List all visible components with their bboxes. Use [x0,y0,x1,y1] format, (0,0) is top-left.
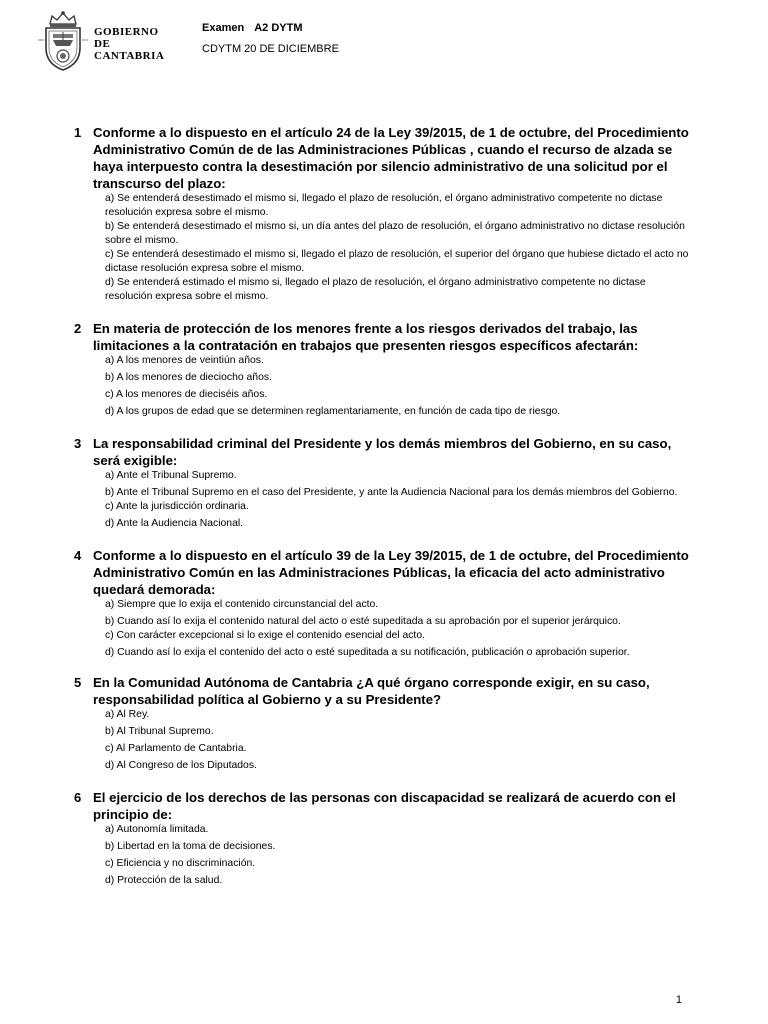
question-text: La responsabilidad criminal del Presidente y los demás miembros del Gobierno, en su caso, será exigible: [93,436,672,468]
question [74,435,694,531]
question-list [74,124,694,888]
options-list [105,708,694,773]
coat-of-arms-icon [38,10,88,72]
options-list [105,354,694,419]
organization-name [94,26,164,62]
exam-title [202,22,312,34]
question-number: 4 [74,548,82,563]
answer-option: a) A los menores de veintiún años. [105,355,264,366]
exam-code: A2 DYTM [254,22,303,34]
options-list [105,469,694,531]
question [74,547,694,660]
exam-label: Examen [202,22,245,34]
answer-option: a) Al Rey. [105,709,150,720]
org-line: DE [94,38,111,50]
question-text: Conforme a lo dispuesto en el artículo 24 de la Ley 39/2015, de 1 de octubre, del Procedimiento Administrativo Común de de las Administraciones Públicas , cuando el recurso de alzada se haya interpuesto contra la desestimación por silencio administrativo de una solicitud por el transcurso del plazo: [93,125,689,191]
question-number: 1 [74,125,82,140]
answer-option: a) Se entenderá desestimado el mismo si, llegado el plazo de resolución, el órgano administrativo competente no dictase resolución expresa sobre el mismo. [105,193,663,218]
answer-option: b) Ante el Tribunal Supremo en el caso del Presidente, y ante la Audiencia Nacional para los demás miembros del Gobierno. [105,487,678,498]
answer-option: b) Cuando así lo exija el contenido natural del acto o esté supeditada a su aprobación por el superior jerárquico. [105,616,621,627]
answer-option: c) A los menores de dieciséis años. [105,389,268,400]
options-list [105,598,694,660]
question-text: El ejercicio de los derechos de las personas con discapacidad se realizará de acuerdo con el principio de: [93,790,676,822]
answer-option: d) Ante la Audiencia Nacional. [105,518,244,529]
answer-option: d) Al Congreso de los Diputados. [105,760,257,771]
question-text: En la Comunidad Autónoma de Cantabria ¿A qué órgano corresponde exigir, en su caso, responsabilidad política al Gobierno y a su Presidente? [93,675,650,707]
answer-option: c) Ante la jurisdicción ordinaria. [105,501,249,512]
answer-option: c) Eficiencia y no discriminación. [105,858,256,869]
answer-option: d) Se entenderá estimado el mismo si, llegado el plazo de resolución, el órgano administrativo competente no dictase resolución expresa sobre el mismo. [105,277,646,302]
options-list [105,823,694,888]
question [74,789,694,888]
question-text: Conforme a lo dispuesto en el artículo 39 de la Ley 39/2015, de 1 de octubre, del Procedimiento Administrativo Común en las Administraciones Públicas, la eficacia del acto administrativo quedará demorada: [93,548,689,597]
answer-option: d) A los grupos de edad que se determinen reglamentariamente, en función de cada tipo de riesgo. [105,406,561,417]
answer-option: b) Al Tribunal Supremo. [105,726,214,737]
question-text: En materia de protección de los menores frente a los riesgos derivados del trabajo, las limitaciones a la contratación en trabajos que presenten riesgos específicos afectarán: [93,321,639,353]
question-number: 3 [74,436,82,451]
question-number: 2 [74,321,82,336]
answer-option: a) Siempre que lo exija el contenido circunstancial del acto. [105,599,379,610]
answer-option: b) Libertad en la toma de decisiones. [105,841,276,852]
org-line: GOBIERNO [94,26,159,38]
answer-option: d) Protección de la salud. [105,875,223,886]
options-list [105,192,694,304]
question [74,674,694,773]
org-line: CANTABRIA [94,50,165,62]
answer-option: c) Con carácter excepcional si lo exige el contenido esencial del acto. [105,630,425,641]
answer-option: b) A los menores de dieciocho años. [105,372,272,383]
answer-option: b) Se entenderá desestimado el mismo si, un día antes del plazo de resolución, el órgano administrativo no dictase resolución sobre el mismo. [105,221,685,246]
page-number: 1 [675,994,682,1006]
question [74,320,694,419]
question-number: 6 [74,790,82,805]
answer-option: d) Cuando así lo exija el contenido del acto o esté supeditada a su notificación, publicación o aprobación superior. [105,647,630,658]
answer-option: c) Se entenderá desestimado el mismo si, llegado el plazo de resolución, el superior del órgano que hubiese dictado el acto no dictase resolución expresa sobre el mismo. [105,249,689,274]
page-header [0,0,768,90]
exam-subtitle: CDYTM 20 DE DICIEMBRE [202,43,339,55]
answer-option: a) Autonomía limitada. [105,824,209,835]
answer-option: a) Ante el Tribunal Supremo. [105,470,237,481]
question-number: 5 [74,675,82,690]
answer-option: c) Al Parlamento de Cantabria. [105,743,247,754]
question [74,124,694,304]
